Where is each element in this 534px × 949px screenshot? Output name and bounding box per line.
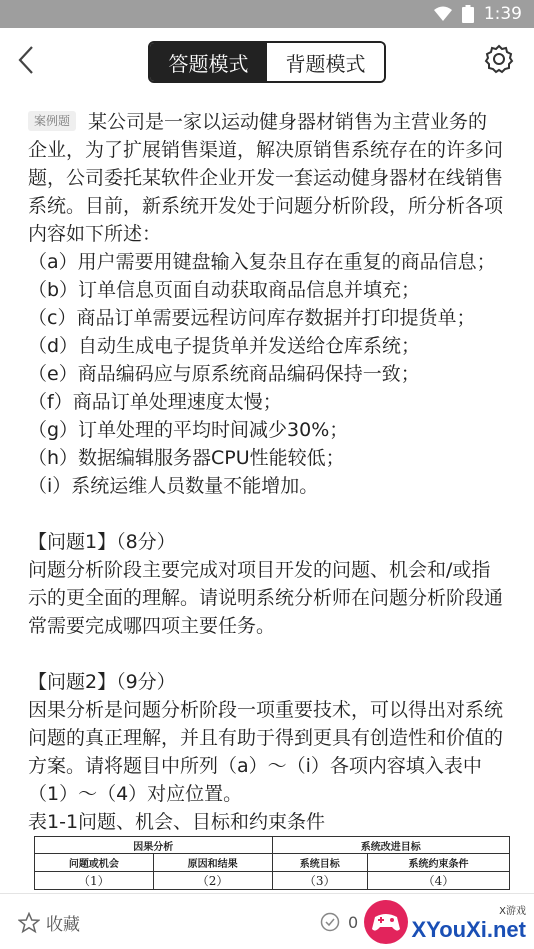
list-item: （g）订单处理的平均时间减少30%；: [28, 419, 349, 441]
conditions-table: [34, 836, 510, 893]
question-type-tag: 案例题: [28, 111, 76, 131]
table-header: 问题或机会: [35, 854, 154, 872]
watermark-small: X游戏: [499, 905, 526, 917]
top-header: [0, 28, 534, 92]
status-bar: [0, 0, 534, 28]
tab-answer-mode[interactable]: 答题模式: [150, 43, 267, 81]
list-item: （f）商品订单处理速度太慢；: [28, 391, 282, 413]
battery-icon: [462, 5, 474, 23]
question-content: [28, 108, 506, 836]
table-group-goal: 系统改进目标: [272, 837, 510, 854]
correct-count: 0: [348, 912, 359, 932]
table-caption: 表1-1问题、机会、目标和约束条件: [28, 811, 326, 833]
wifi-icon: [434, 6, 452, 22]
site-watermark: [356, 898, 526, 946]
table-group-cause: 因果分析: [35, 837, 273, 854]
table-cell: （4）: [367, 872, 509, 890]
list-item: （d）自动生成电子提货单并发送给仓库系统；: [28, 335, 421, 357]
table-cell: （2）: [153, 872, 272, 890]
correct-counter: [320, 912, 358, 932]
mode-switch: [148, 41, 386, 83]
question-intro-text: 某公司是一家以运动健身器材销售为主营业务的企业，为了扩展销售渠道，解决原销售系统存在的许多问题，公司委托某软件企业开发一套运动健身器材在线销售系统。目前，新系统开发处于问题分析阶段，所分析各项内容如下所述：: [28, 111, 504, 245]
list-item: （e）商品编码应与原系统商品编码保持一致；: [28, 363, 420, 385]
settings-button[interactable]: [484, 44, 514, 74]
tab-recite-mode[interactable]: 背题模式: [267, 43, 384, 81]
favorite-button[interactable]: [18, 910, 80, 935]
watermark-brand: XYouXi.net: [411, 916, 526, 942]
list-item: （i）系统运维人员数量不能增加。: [28, 475, 319, 497]
check-circle-icon: [320, 912, 340, 932]
list-item: （b）订单信息页面自动获取商品信息并填充；: [28, 279, 421, 301]
q1-title: 【问题1】（8分）: [28, 531, 176, 553]
star-icon: [18, 912, 40, 934]
list-item: （h）数据编辑服务器CPU性能较低；: [28, 447, 345, 469]
gear-icon: [484, 44, 514, 74]
gamepad-icon: [364, 900, 408, 944]
bottom-bar: [0, 893, 534, 949]
q2-title: 【问题2】（9分）: [28, 671, 176, 693]
q1-body: 问题分析阶段主要完成对项目开发的问题、机会和/或指示的更全面的理解。请说明系统分析师在问题分析阶段通常需要完成哪四项主要任务。: [28, 559, 504, 637]
list-item: （c）商品订单需要远程访问库存数据并打印提货单；: [28, 307, 476, 329]
table-header: 系统目标: [272, 854, 367, 872]
question-intro: [28, 108, 506, 248]
table-cell: （3）: [272, 872, 367, 890]
back-button[interactable]: [12, 42, 46, 78]
q2-body: 因果分析是问题分析阶段一项重要技术，可以得出对系统问题的真正理解，并且有助于得到更具有创造性和价值的方案。请将题目中所列（a）～（i）各项内容填入表中（1）～（4）对应位置。: [28, 699, 504, 805]
table-header: 系统约束条件: [367, 854, 509, 872]
chevron-left-icon: [12, 42, 46, 78]
table-cell: （1）: [35, 872, 154, 890]
status-icons: [434, 4, 522, 24]
status-time: 1:39: [483, 4, 522, 24]
list-item: （a）用户需要用键盘输入复杂且存在重复的商品信息；: [28, 251, 496, 273]
table-header: 原因和结果: [153, 854, 272, 872]
favorite-label: 收藏: [46, 915, 80, 935]
